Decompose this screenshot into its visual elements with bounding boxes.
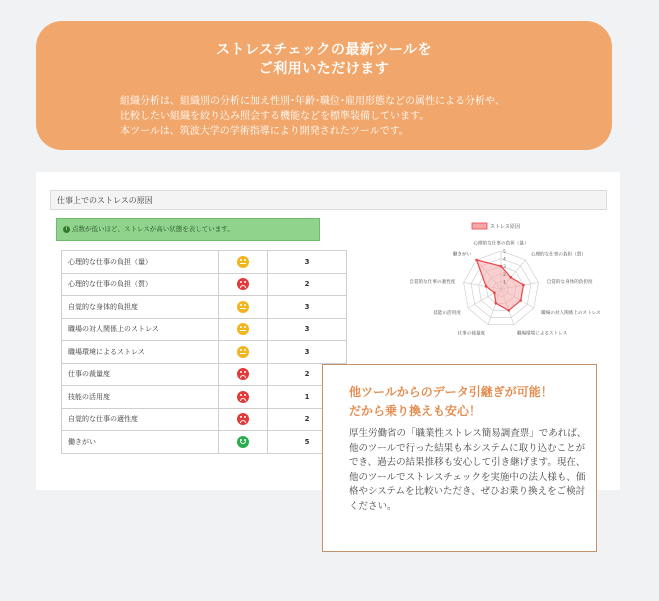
radar-axis-label: 仕事の裁量度: [457, 331, 486, 337]
table-row: [62, 363, 347, 386]
face-cell: [219, 251, 268, 274]
radar-tick-label: 5: [503, 250, 506, 255]
radar-axis-label: 心理的な仕事の負担（質）: [530, 252, 586, 258]
info-icon: i: [63, 226, 70, 233]
neutral-face-icon: [237, 301, 249, 313]
table-row: [62, 296, 347, 319]
row-label: 働きがい: [62, 431, 219, 454]
table-row: [62, 251, 347, 274]
row-label: 技能の活用度: [62, 386, 219, 409]
row-score: 2: [268, 273, 347, 296]
radar-point: [495, 302, 498, 305]
radar-tick-label: 2: [503, 272, 506, 278]
row-score: 5: [268, 431, 347, 454]
row-score: 3: [268, 341, 347, 364]
radar-point: [500, 265, 503, 268]
radar-point: [509, 276, 512, 279]
face-cell: [219, 431, 268, 454]
notice-bar: [56, 218, 320, 241]
sad-face-icon: [237, 391, 249, 403]
face-cell: [219, 296, 268, 319]
callout-body: 厚生労働省の「職業性ストレス簡易調査票」であれば、他のツールで行った結果も本システムに取り込むことができ、過去の結果推移も安心して引き継げます。現在、他のツールでストレスチェックを実施中の法人様も、価格やシステムを比較いただき、ぜひお乗り換えをご検討ください。: [349, 428, 587, 512]
callout-title-line1: 他ツールからのデータ引継ぎが可能！: [349, 385, 553, 399]
radar-point: [507, 309, 510, 312]
callout-title-line2: だから乗り換えも安心！: [349, 404, 482, 418]
face-cell: [219, 341, 268, 364]
banner-description: [120, 94, 600, 139]
face-cell: [219, 408, 268, 431]
radar-axis-label: 職場の対人関係上のストレス: [541, 311, 601, 317]
sad-face-icon: [237, 368, 249, 380]
row-label: 自覚的な身体的負担度: [62, 296, 219, 319]
radar-axis-label: 職場環境によるストレス: [516, 331, 568, 337]
table-row: [62, 318, 347, 341]
banner-title-line1: ストレスチェックの最新ツールを: [215, 42, 433, 58]
face-cell: [219, 318, 268, 341]
face-cell: [219, 386, 268, 409]
panel-title: 仕事上でのストレスの原因: [50, 190, 607, 210]
row-score: 1: [268, 386, 347, 409]
neutral-face-icon: [237, 256, 249, 268]
radar-axis-label: 自覚的な仕事の適性度: [409, 279, 456, 285]
neutral-face-icon: [237, 346, 249, 358]
table-row: [62, 273, 347, 296]
radar-tick-label: 3: [503, 265, 506, 271]
row-score: 3: [268, 318, 347, 341]
row-score: 3: [268, 251, 347, 274]
radar-axis-label: 心理的な仕事の負担（量）: [473, 241, 529, 247]
row-score: 2: [268, 363, 347, 386]
face-cell: [219, 273, 268, 296]
data-migration-callout: [322, 364, 597, 552]
legend-label: ストレス原因: [490, 224, 520, 230]
table-row: [62, 386, 347, 409]
table-row: [62, 408, 347, 431]
radar-point: [485, 285, 488, 288]
radar-tick-label: 1: [503, 280, 506, 286]
radar-point: [493, 292, 496, 295]
radar-chart: [366, 218, 616, 346]
smile-face-icon: [237, 436, 249, 448]
notice-text: 点数が低いほど、ストレスが高い状態を表しています。: [72, 225, 234, 233]
radar-tick-label: 4: [503, 257, 506, 263]
row-label: 職場環境によるストレス: [62, 341, 219, 364]
radar-axis-label: 働きがい: [452, 252, 472, 258]
face-cell: [219, 363, 268, 386]
sad-face-icon: [237, 278, 249, 290]
row-label: 自覚的な仕事の適性度: [62, 408, 219, 431]
radar-point: [519, 299, 522, 302]
neutral-face-icon: [237, 323, 249, 335]
radar-point: [522, 284, 525, 287]
stress-score-table: [61, 250, 347, 454]
sad-face-icon: [237, 413, 249, 425]
row-label: 仕事の裁量度: [62, 363, 219, 386]
radar-series-area: [477, 260, 524, 311]
row-score: 3: [268, 296, 347, 319]
table-row: [62, 431, 347, 454]
row-label: 職場の対人関係上のストレス: [62, 318, 219, 341]
banner-desc-line3: 本ツールは、筑波大学の学術指導により開発されたツールです。: [120, 126, 409, 137]
radar-axis-label: 自覚的な身体的負担度: [546, 279, 593, 285]
radar-point: [475, 259, 478, 262]
promo-banner: [36, 21, 612, 150]
banner-desc-line1: 組織分析は、組織別の分析に加え性別･年齢･職位･雇用形態などの属性による分析や、: [120, 96, 505, 107]
table-row: [62, 341, 347, 364]
row-label: 心理的な仕事の負担（量）: [62, 251, 219, 274]
legend-swatch: [472, 223, 487, 229]
radar-axis-label: 技能の活用度: [433, 311, 461, 317]
banner-desc-line2: 比較したい組織を絞り込み照会する機能などを標準装備しています。: [120, 111, 430, 122]
row-label: 心理的な仕事の負担（質）: [62, 273, 219, 296]
banner-title-line2: ご利用いただけます: [258, 61, 390, 77]
row-score: 2: [268, 408, 347, 431]
